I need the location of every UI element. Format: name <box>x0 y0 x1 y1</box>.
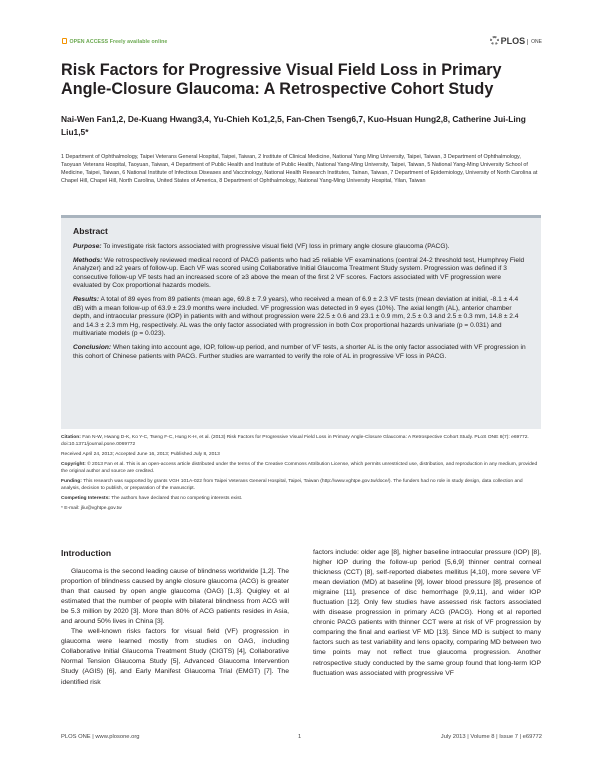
journal-logo <box>490 36 542 46</box>
author-list: Nai-Wen Fan1,2, De-Kuang Hwang3,4, Yu-Chieh Ko1,2,5, Fan-Chen Tseng6,7, Kuo-Hsuan Hung2,8, Catherine Jui-Ling Liu1,5* <box>61 114 526 137</box>
copyright-label: Copyright: <box>61 462 86 467</box>
citation <box>61 434 541 448</box>
footer-journal: PLOS ONE | www.plosone.org <box>61 734 140 740</box>
abstract-box <box>61 215 541 429</box>
methods-label: Methods: <box>73 256 103 264</box>
publication-dates: Received April 24, 2013; Accepted June 16, 2013; Published July 8, 2013 <box>61 452 220 457</box>
conclusion-label: Conclusion: <box>73 343 112 351</box>
journal-logo-suffix: ONE <box>527 39 542 45</box>
funding-text: This research was supported by grants VGH 101A-022 from Taipei Veterans General Hospital, Taipei, Taiwan (http://www.vghtpe.gov.tw/doce/). The funders had no role in study design, data collection and analysis, decision to publish, or preparation of the manuscript. <box>61 479 523 491</box>
results-text: A total of 89 eyes from 89 patients (mean age, 69.8 ± 7.9 years), who received a mean of 6.9 ± 2.3 VF tests (mean deviation at initial, -8.1 ± 4.4 dB) with a mean follow-up of 63.9 ± 23.9 months were included. VF progression was detected in 9 eyes (10%). The axial length (AL), anterior chamber depth, and intraocular pressure (IOP) in patients with and without progression were 22.5 ± 0.6 and 23.1 ± 0.9 mm, 2.5 ± 0.3 and 2.5 ± 0.3 mm, 14.8 ± 2.4 and 14.3 ± 2.3 mm Hg, respectively. AL was the only factor associated with progression in both Cox proportional hazards univariate (p = 0.031) and multivariate models (p = 0.023). <box>73 295 519 338</box>
body-column-left <box>61 548 289 688</box>
article-metadata <box>61 434 541 515</box>
abstract-conclusion <box>73 344 530 361</box>
affiliations: 1 Department of Ophthalmology, Taipei Veterans General Hospital, Taipei, Taiwan, 2 Institute of Clinical Medicine, National Yang Ming University, Taipei, Taiwan, 3 Department of Ophthalmology, Taoyuan Veterans Hospital, Taoyuan, Taiwan, 4 Department of Public Health and Institute of Public Health, National Yang-Ming University, Taipei, Taiwan, 5 National Yang-Ming University School of Medicine, Taipei, Taiwan, 6 National Institute of Infectious Diseases and Vaccinology, National Health Research Institutes, Tainan, Taiwan, 7 Department of Epidemiology, University of North Carolina at Chapel Hill, Chapel Hill, North Carolina, United States of America, 8 Department of Ophthalmology, National Yang-Ming University Hospital, Yilan, Taiwan <box>61 154 538 185</box>
competing-label: Competing Interests: <box>61 496 110 501</box>
page-header <box>61 36 542 50</box>
abstract-heading: Abstract <box>73 226 108 236</box>
intro-paragraph-1: Glaucoma is the second leading cause of blindness worldwide [1,2]. The proportion of blindness caused by angle closure glaucoma (ACG) is greater than that caused by open angle glaucoma (OAG) [1,3]. Quigley et al estimated that the number of people with bilateral blindness from ACG will be 5.3 million by 2020 [3]. More than 80% of ACG patients resides in Asia, and around 50% lives in China [3]. <box>61 568 289 626</box>
footer-issue: July 2013 | Volume 8 | Issue 7 | e69772 <box>440 734 542 740</box>
body-column-right <box>313 548 541 679</box>
open-access-label: OPEN ACCESS Freely available online <box>69 39 168 45</box>
open-access-badge <box>61 38 167 45</box>
intro-paragraph-2: The well-known risks factors for visual field (VF) progression in glaucoma were learned mostly from studies on OAG, including Collaborative Initial Glaucoma Treatment Study (CIGTS) [4], Collaborative Normal Tension Glaucoma Study [5], Advanced Glaucoma Intervention Study (AGIS) [6], and Early Manifest Glaucoma Trial (EMGT) [7]. The identified risk <box>61 628 289 686</box>
introduction-heading: Introduction <box>61 548 112 558</box>
purpose-label: Purpose: <box>73 243 102 250</box>
article-title: Risk Factors for Progressive Visual Field Loss in Primary Angle-Closure Glaucoma: A Retrospective Cohort Study <box>61 61 502 98</box>
abstract-methods <box>73 257 530 291</box>
plos-logo-icon <box>490 36 499 45</box>
conclusion-text: When taking into account age, IOP, follow-up period, and number of VF tests, a shorter AL is the only factor associated with VF progression in this cohort of Chinese patients with PACG. Further studies are warranted to verify the role of AL in progressive VF loss in PACG. <box>73 343 526 360</box>
competing-text: The authors have declared that no competing interests exist. <box>111 496 243 501</box>
copyright-text: © 2013 Fan et al. This is an open-access article distributed under the terms of the Creative Commons Attribution License, which permits unrestricted use, distribution, and reproduction in any medium, provided the original author and source are credited. <box>61 462 538 474</box>
intro-paragraph-3: factors include: older age [8], higher baseline intraocular pressure (IOP) [8], higher IOP during the follow-up period [5,6,9] thinner central corneal thickness (CCT) [8], self-reported diabetes mellitus [4,10], more severe VF mean deviation (MD) at baseline [9], lower blood pressure [8], presence of migraine [11], presence of disc hemorrhage [9,9,11], and wider IOP fluctuation [12]. Only few studies have assessed risk factors associated with disease progression in primary ACG (PACG). Hong et al reported chronic PACG patients with thinner CCT were at risk of VF progression by comparing the final and earliest VF MD [13]. Since MD is subject to many factors such as test variability and lens opacity, comparing MD between two time points may not reflect true glaucoma progression. Another retrospective study conducted by the same group found that long-term IOP fluctuation was associated with progressive VF <box>313 549 541 677</box>
citation-label: Citation: <box>61 435 81 440</box>
methods-text: We retrospectively reviewed medical record of PACG patients who had ≥5 reliable VF examinations (central 24-2 threshold test, Humphrey Field Analyzer) and ≥2 years of follow-up. Each VF was scored using Collaborative Initial Glaucoma Treatment Study system. Progression was defined if 3 consecutive follow-up VF tests had an increased score of ≥3 above the mean of the first 2 VF scores. Factors associated with VF progression were evaluated by Cox proportional hazards models. <box>73 256 525 290</box>
funding <box>61 478 541 492</box>
abstract-purpose <box>73 243 530 252</box>
page-number: 1 <box>298 734 302 740</box>
citation-text: Fan N-W, Hwang D-K, Ko Y-C, Tseng F-C, Hung K-H, et al. (2013) Risk Factors for Progressive Visual Field Loss in Primary Angle-Closure Glaucoma: A Retrospective Cohort Study. PLoS ONE 8(7): e69772. doi:10.1371/journal.pone.0069772 <box>61 435 529 447</box>
purpose-text: To investigate risk factors associated with progressive visual field (VF) loss in primary angle closure glaucoma (PACG). <box>103 243 450 250</box>
abstract-results <box>73 296 530 339</box>
competing-interests <box>61 495 541 502</box>
page-footer <box>61 734 542 744</box>
results-label: Results: <box>73 295 100 303</box>
open-access-lock-icon <box>62 38 67 44</box>
copyright <box>61 461 541 475</box>
journal-logo-text: PLOS <box>500 36 526 46</box>
funding-label: Funding: <box>61 479 82 484</box>
corresponding-email: * E-mail: jliu@vghtpe.gov.tw <box>61 506 122 511</box>
